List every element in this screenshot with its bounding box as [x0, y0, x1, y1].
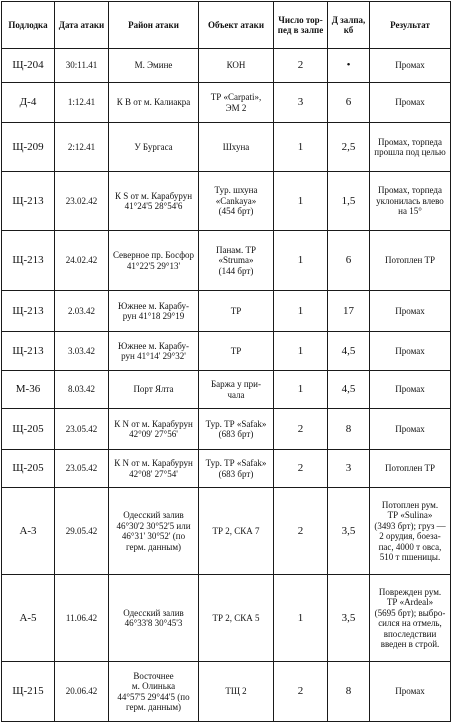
attack-area-cell: Одесский залив 46°30'2 30°52'5 или 46°31' 30°52' (по герм. данным): [109, 488, 199, 575]
attack-area-cell: К N от м. Карабурун 42°08' 27°54': [109, 450, 199, 488]
submarine-cell: Щ-204: [2, 49, 55, 83]
attack-date-cell: 23.05.42: [55, 450, 109, 488]
table-row: [2, 488, 451, 575]
torpedo-count-cell: 1: [274, 332, 328, 371]
attack-target-cell: КОН: [199, 49, 274, 83]
table-row: [2, 291, 451, 332]
result-cell: Промах: [370, 291, 451, 332]
attack-area-cell: К S от м. Карабурун 41°24'5 28°54'6: [109, 172, 199, 231]
torpedo-count-cell: 1: [274, 231, 328, 291]
table-body: [2, 49, 451, 722]
attack-target-cell: Баржа у при- чала: [199, 371, 274, 409]
attack-date-cell: 8.03.42: [55, 371, 109, 409]
attack-date-cell: 3.03.42: [55, 332, 109, 371]
attack-date-cell: 11.06.42: [55, 575, 109, 662]
table-row: [2, 83, 451, 123]
table-row: [2, 231, 451, 291]
salvo-distance-cell: 8: [328, 409, 370, 450]
torpedo-count-cell: 2: [274, 662, 328, 722]
table-row: [2, 49, 451, 83]
attack-area-cell: К N от м. Карабурун 42°09' 27°56': [109, 409, 199, 450]
table-row: [2, 575, 451, 662]
result-cell: Промах: [370, 662, 451, 722]
attack-area-cell: Северное пр. Босфор 41°22'5 29°13': [109, 231, 199, 291]
submarine-cell: Щ-215: [2, 662, 55, 722]
table-row: [2, 450, 451, 488]
attack-area-cell: К В от м. Калиакра: [109, 83, 199, 123]
table-row: [2, 123, 451, 172]
table-header-row: [2, 2, 451, 49]
result-cell: Промах: [370, 49, 451, 83]
result-cell: Потоплен рум. ТР «Sulina» (3493 брт); груз — 2 орудия, боеза- пас, 4000 т овса, 510 т пшеницы.: [370, 488, 451, 575]
result-cell: Промах: [370, 332, 451, 371]
submarine-cell: Щ-205: [2, 409, 55, 450]
attack-date-cell: 20.06.42: [55, 662, 109, 722]
salvo-distance-cell: 1,5: [328, 172, 370, 231]
attack-target-cell: ТР «Carpati», ЭМ 2: [199, 83, 274, 123]
col-attack-date-header: Дата атаки: [55, 2, 109, 49]
table-row: [2, 332, 451, 371]
attack-target-cell: ТР 2, СКА 5: [199, 575, 274, 662]
submarine-cell: А-3: [2, 488, 55, 575]
submarine-cell: Щ-213: [2, 231, 55, 291]
salvo-distance-cell: 6: [328, 83, 370, 123]
attack-target-cell: Тур. шхуна «Cankaya» (454 брт): [199, 172, 274, 231]
attack-target-cell: Тур. ТР «Safak» (683 брт): [199, 450, 274, 488]
salvo-distance-cell: 4,5: [328, 332, 370, 371]
salvo-distance-cell: 17: [328, 291, 370, 332]
table-row: [2, 662, 451, 722]
attack-area-cell: Порт Ялта: [109, 371, 199, 409]
attack-target-cell: Шхуна: [199, 123, 274, 172]
salvo-distance-cell: •: [328, 49, 370, 83]
attack-target-cell: Панам. ТР «Struma» (144 брт): [199, 231, 274, 291]
attack-date-cell: 23.02.42: [55, 172, 109, 231]
result-cell: Потоплен ТР: [370, 231, 451, 291]
table-row: [2, 172, 451, 231]
result-cell: Промах, торпеда прошла под целью: [370, 123, 451, 172]
result-cell: Потоплен ТР: [370, 450, 451, 488]
col-attack-area-header: Район атаки: [109, 2, 199, 49]
submarine-cell: М-36: [2, 371, 55, 409]
salvo-distance-cell: 3,5: [328, 575, 370, 662]
attack-area-cell: Восточнее м. Олинька 44°57'5 29°44'5 (по герм. данным): [109, 662, 199, 722]
torpedo-count-cell: 2: [274, 409, 328, 450]
torpedo-count-cell: 3: [274, 83, 328, 123]
attack-target-cell: ТЩ 2: [199, 662, 274, 722]
torpedo-count-cell: 2: [274, 49, 328, 83]
table-row: [2, 371, 451, 409]
torpedo-count-cell: 1: [274, 291, 328, 332]
table-row: [2, 409, 451, 450]
salvo-distance-cell: 6: [328, 231, 370, 291]
attack-target-cell: Тур. ТР «Safak» (683 брт): [199, 409, 274, 450]
attack-target-cell: ТР: [199, 332, 274, 371]
submarine-cell: Щ-213: [2, 332, 55, 371]
torpedo-count-cell: 2: [274, 450, 328, 488]
salvo-distance-cell: 4,5: [328, 371, 370, 409]
submarine-attacks-table: [1, 1, 451, 722]
attack-area-cell: Одесский залив 46°33'8 30°45'3: [109, 575, 199, 662]
submarine-cell: Щ-209: [2, 123, 55, 172]
submarine-cell: Щ-213: [2, 291, 55, 332]
result-cell: Промах: [370, 83, 451, 123]
col-salvo-distance-header: Д залпа, кб: [328, 2, 370, 49]
salvo-distance-cell: 3: [328, 450, 370, 488]
col-attack-target-header: Объект атаки: [199, 2, 274, 49]
col-result-header: Результат: [370, 2, 451, 49]
attack-date-cell: 29.05.42: [55, 488, 109, 575]
salvo-distance-cell: 8: [328, 662, 370, 722]
attack-date-cell: 30:11.41: [55, 49, 109, 83]
attack-area-cell: М. Эмине: [109, 49, 199, 83]
attack-area-cell: У Бургаса: [109, 123, 199, 172]
attack-area-cell: Южнее м. Карабу- рун 41°14' 29°32': [109, 332, 199, 371]
torpedo-count-cell: 1: [274, 371, 328, 409]
salvo-distance-cell: 2,5: [328, 123, 370, 172]
result-cell: Поврежден рум. ТР «Ardeal» (5695 брт); выбро- сился на отмель, впоследствии введен в строй.: [370, 575, 451, 662]
attack-date-cell: 2:12.41: [55, 123, 109, 172]
attack-target-cell: ТР 2, СКА 7: [199, 488, 274, 575]
torpedo-count-cell: 2: [274, 488, 328, 575]
submarine-cell: Д-4: [2, 83, 55, 123]
attack-date-cell: 23.05.42: [55, 409, 109, 450]
result-cell: Промах: [370, 371, 451, 409]
col-torpedo-count-header: Число тор- пед в залпе: [274, 2, 328, 49]
attack-target-cell: ТР: [199, 291, 274, 332]
salvo-distance-cell: 3,5: [328, 488, 370, 575]
col-submarine-header: Подлодка: [2, 2, 55, 49]
torpedo-count-cell: 1: [274, 123, 328, 172]
attack-area-cell: Южнее м. Карабу- рун 41°18 29°19: [109, 291, 199, 332]
submarine-cell: Щ-205: [2, 450, 55, 488]
torpedo-count-cell: 1: [274, 172, 328, 231]
torpedo-count-cell: 1: [274, 575, 328, 662]
attack-date-cell: 24.02.42: [55, 231, 109, 291]
result-cell: Промах: [370, 409, 451, 450]
submarine-cell: А-5: [2, 575, 55, 662]
attack-date-cell: 1:12.41: [55, 83, 109, 123]
attack-date-cell: 2.03.42: [55, 291, 109, 332]
result-cell: Промах, торпеда уклонилась влево на 15°: [370, 172, 451, 231]
submarine-cell: Щ-213: [2, 172, 55, 231]
